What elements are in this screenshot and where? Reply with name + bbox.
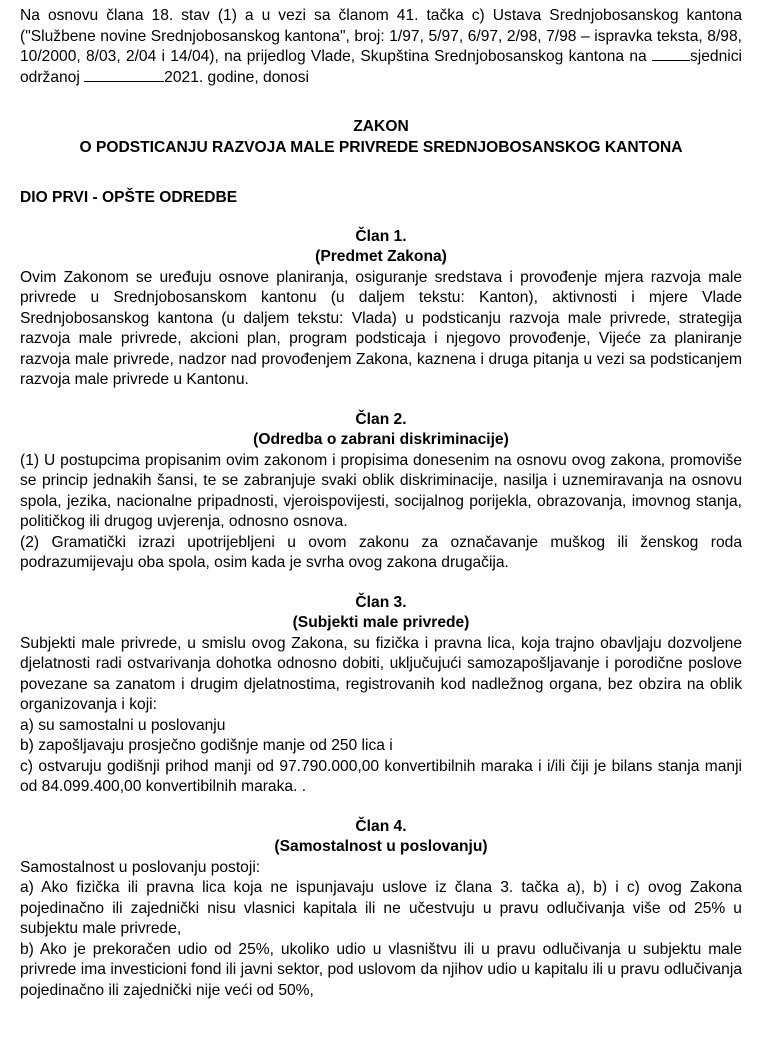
article-3-paragraph-intro: Subjekti male privrede, u smislu ovog Zakona, su fizička i pravna lica, koja trajno obavljaju dozvoljene djelatnosti radi ostvarivanja dohotka odnosno dobiti, uključujući samozapošljavanje i porodične poslove povezane sa zanatom i drugim djelatnostima, registrovanih kod nadležnog organa, bez obzira na oblik organizovanja i koji:	[20, 634, 742, 713]
blank-session-date	[84, 68, 164, 82]
article-3-title: (Subjekti male privrede)	[292, 614, 470, 631]
article-2-number: Član 2.	[355, 410, 407, 428]
preamble	[20, 0, 742, 88]
preamble-text-3: 2021. godine, donosi	[164, 68, 309, 86]
article-4-paragraph-intro: Samostalnost u poslovanju postoji:	[20, 858, 261, 876]
article-3-item-a: a) su samostalni u poslovanju	[20, 716, 226, 734]
article-2-title: (Odredba o zabrani diskriminacije)	[253, 431, 509, 448]
article-3-item-b: b) zapošljavaju prosječno godišnje manje od 250 lica i	[20, 737, 393, 754]
law-title	[20, 117, 742, 158]
article-4-item-b: b) Ako je prekoračen udio od 25%, ukoliko udio u vlasništvu ili u pravu odlučivanja u subjektu male privrede ima investicioni fond ili javni sektor, pod uslovom da njihov udio u kapitalu ili u pravu odlučivanja pojedinačno ili zajednički nije veći od 50%,	[20, 940, 742, 999]
article-3-item-c: c) ostvaruju godišnji prihod manji od 97.790.000,00 konvertibilnih maraka i i/ili čiji je bilans stanja manji od 84.099.400,00 konvertibilnih maraka. .	[20, 757, 742, 795]
article-4-item-a: a) Ako fizička ili pravna lica koja ne ispunjavaju uslove iz člana 3. tačka a), b) i c) ovog Zakona pojedinačno ili zajednički nisu vlasnici kapitala ili ne učestvuju u pravu odlučivanja više od 25% u subjektu male privrede,	[20, 879, 742, 937]
law-title-line-2: O PODSTICANJU RAZVOJA MALE PRIVREDE SREDNJOBOSANSKOG KANTONA	[79, 138, 683, 156]
article-3-number: Član 3.	[355, 593, 407, 611]
preamble-text-2: sjednici održanoj	[20, 48, 742, 86]
article-2-paragraph-1: (1) U postupcima propisanim ovim zakonom i propisima donesenim na osnovu ovog zakona, promoviše se princip jednakih šansi, te se zabranjuje svaki oblik diskriminacije, nasilja i uznemiravanja na osnovu spola, jezika, nacionalne pripadnosti, vjeroispovijesti, socijalnog porijekla, obrazovanja, imovnog stanja, političkog ili drugog uvjerenja, odnosno osnova.	[20, 451, 742, 530]
article-2-paragraph-2: (2) Gramatički izrazi upotrijebljeni u ovom zakonu za označavanje muškog ili ženskog roda podrazumijevaju oba spola, osim kada je svrha ovog zakona drugačija.	[20, 533, 742, 571]
article-1-paragraph: Ovim Zakonom se uređuju osnove planiranja, osiguranje sredstava i provođenje mjera razvoja male privrede u Srednjobosanskom kantonu (u daljem tekstu: Kanton), aktivnosti i mjere Vlade Srednjobosanskog kantona (u daljem tekstu: Vlada) u podsticanju razvoja male privrede, strategija razvoja male privrede, akcioni plan, program podsticaja i njegovo provođenje, Vijeće za planiranje razvoja male privrede, nadzor nad provođenjem Zakona, kaznena i druga pitanja u vezi sa podsticanjem razvoja male privrede u Kantonu.	[20, 268, 742, 388]
preamble-text-1: Na osnovu člana 18. stav (1) a u vezi sa članom 41. tačka c) Ustava Srednjobosanskog kantona ("Službene novine Srednjobosanskog kantona", broj: 1/97, 5/97, 6/97, 2/98, 7/98 – ispravka teksta, 8/98, 10/2000, 8/03, 2/04 i 14/04), na prijedlog Vlade, Skupština Srednjobosanskog kantona na	[20, 7, 742, 65]
part-heading: DIO PRVI - OPŠTE ODREDBE	[20, 189, 238, 206]
law-title-line-1: ZAKON	[353, 118, 409, 135]
blank-session-number	[652, 47, 690, 61]
article-4-number: Član 4.	[355, 817, 407, 835]
article-1-title: (Predmet Zakona)	[315, 248, 447, 265]
article-1-number: Član 1.	[355, 227, 407, 245]
article-4-title: (Samostalnost u poslovanju)	[274, 838, 488, 855]
